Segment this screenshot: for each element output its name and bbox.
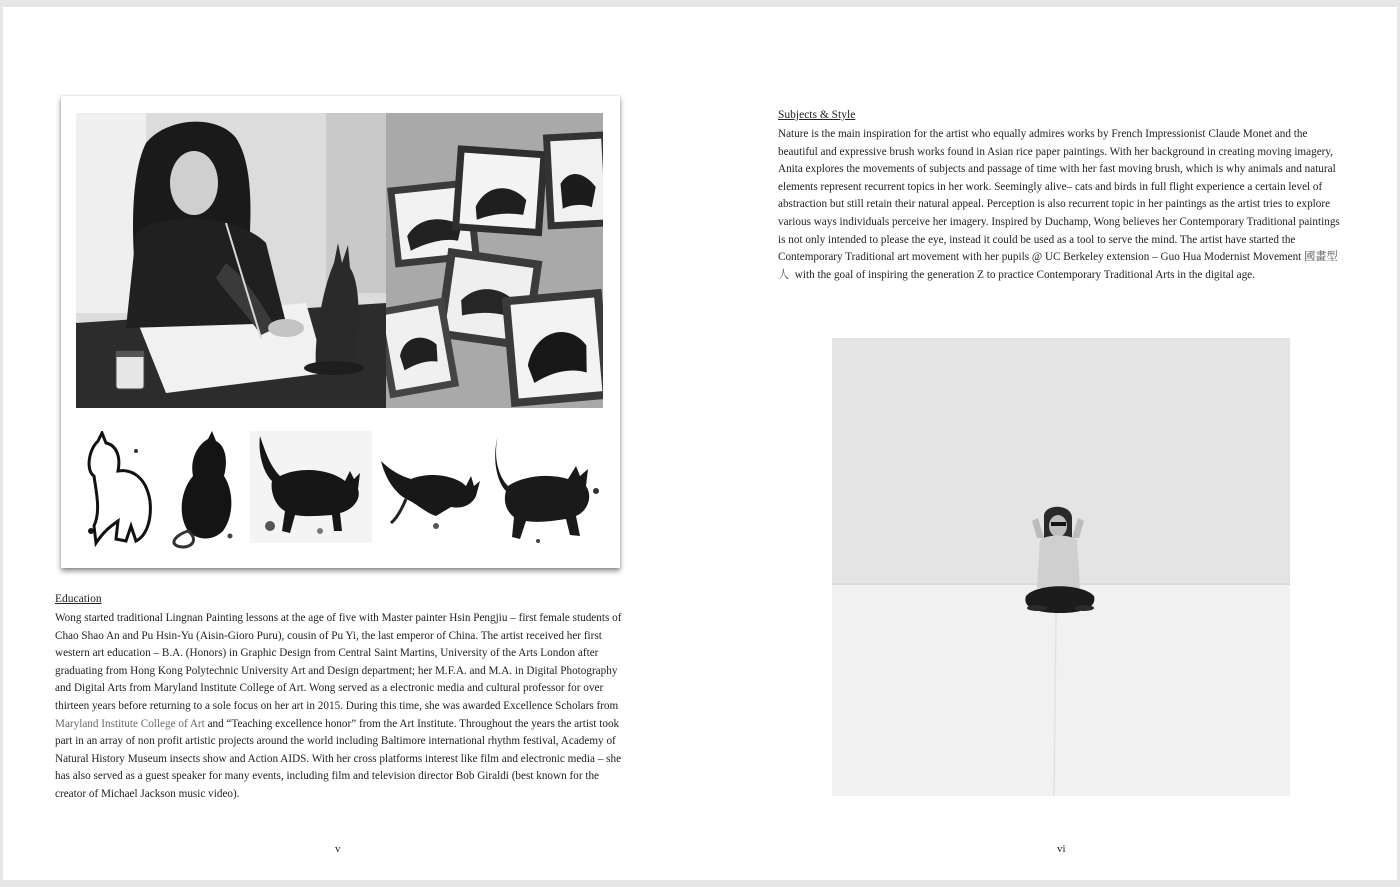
right-page-number: vi <box>1057 843 1066 855</box>
left-page-number: v <box>335 843 341 855</box>
framed-paintings-illustration <box>386 113 603 408</box>
artist-sitting-illustration <box>832 338 1290 796</box>
education-heading: Education <box>55 593 102 605</box>
subjects-text-main: Nature is the main inspiration for the artist who equally admires works by French Impressionist Claude Monet and the beautiful and expressive brush works found in Asian rice paper paintings. With her background in creating moving imagery, Anita explores the movements of subjects and passage of time with her fast moving brush, which is why animals and natural elements represent recurrent topics in her work. Seemingly alive– cats and birds in full flight experience a certain level of abstraction but still retain their natural appeal. Perception is also recurrent topic in her paintings as the artist tries to explore various ways individuals perceive her imagery. Inspired by Duchamp, Wong believes her Contemporary Traditional paintings is not only intended to please the eye, instead it could be used as a tool to serve the mind. The artist have started the Contemporary Traditional art movement with her pupils @ UC Berkeley extension – Guo Hua Modernist Movement <box>778 128 1340 264</box>
education-text-part-2: and “Teaching excellence honor” from the Art Institute. Throughout the years the artist took part in an array of non profit artistic projects around the world including Baltimore international rhythm festival, Academy of Natural History Museum insects show and Action AIDS. With her cross platforms interest like film and electronic media – she has also served as a guest speaker for many events, including film and television director Bob Giraldi (best known for the creator of Michael Jackson music video). <box>55 717 622 800</box>
ink-cat-paintings-strip <box>76 431 606 551</box>
subjects-style-heading: Subjects & Style <box>778 109 856 121</box>
artist-portrait-photo <box>832 338 1290 796</box>
education-text-part-1: Wong started traditional Lingnan Painting lessons at the age of five with Master painter Hsin Pengjiu – first female students of Chao Shao An and Pu Hsin-Yu (Aisin-Gioro Puru), cousin of Pu Yi, the last emperor of China. The artist received her first western art education – B.A. (Honors) in Graphic Design from Central Saint Martins, University of the Arts London after graduating from Hong Kong Polytechnic University Art and Design department; her M.F.A. and M.A. in Digital Photography and Digital Arts from Maryland Institute College of Art. Wong served as a electronic media and cultural professor for over thirteen years before returning to a sole focus on her art in 2015. During this time, she was awarded Excellence Scholars from <box>55 612 622 712</box>
ink-cat-painting-5 <box>488 431 606 549</box>
education-paragraph <box>55 610 625 804</box>
book-spread <box>3 7 1397 880</box>
photo-collage-card <box>61 96 620 568</box>
chinese-movement-name: 國畫型人 <box>778 251 1338 281</box>
ink-cat-painting-3 <box>250 431 372 543</box>
subjects-style-paragraph <box>778 126 1346 284</box>
artist-painting-photo <box>76 113 386 408</box>
subjects-text-end: with the goal of inspiring the generation Z to practice Contemporary Traditional Arts in the digital age. <box>794 268 1255 281</box>
mica-link[interactable]: Maryland Institute College of Art <box>55 717 205 730</box>
ink-cat-painting-2 <box>168 431 243 549</box>
ink-cat-painting-1 <box>76 431 161 549</box>
artist-painting-illustration <box>76 113 386 408</box>
ink-cat-painting-4 <box>376 431 486 543</box>
framed-cat-paintings-photo <box>386 113 603 408</box>
